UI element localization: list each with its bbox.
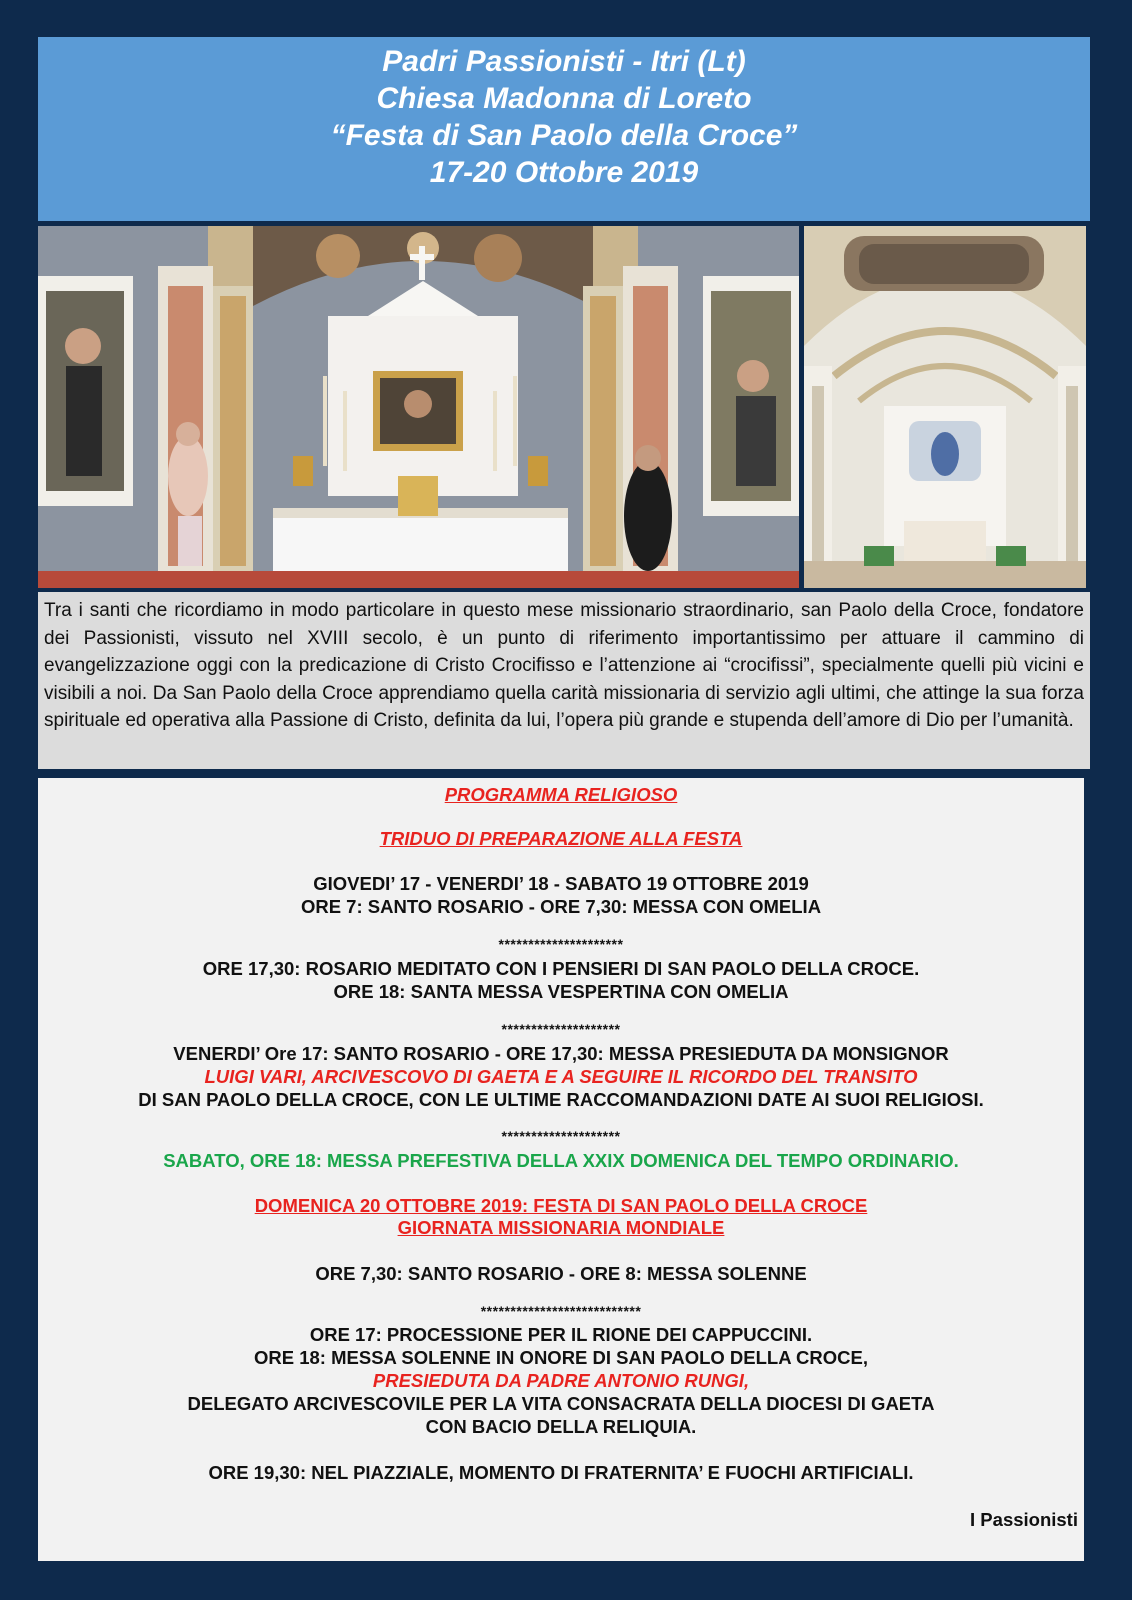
program-title: PROGRAMMA RELIGIOSO: [444, 784, 678, 805]
fraternity-fireworks: ORE 19,30: NEL PIAZZIALE, MOMENTO DI FRATERNITA’ E FUOCHI ARTIFICIALI.: [208, 1462, 914, 1483]
header-church: Chiesa Madonna di Loreto: [376, 82, 752, 115]
evening-rosary: ORE 17,30: ROSARIO MEDITATO CON I PENSIERI DI SAN PAOLO DELLA CROCE.: [202, 958, 920, 979]
triduo-morning-schedule: ORE 7: SANTO ROSARIO - ORE 7,30: MESSA CON OMELIA: [300, 896, 822, 917]
church-nave-photo: [804, 226, 1086, 588]
sunday-feast-subtitle: GIORNATA MISSIONARIA MONDIALE: [397, 1217, 725, 1238]
saturday-mass: SABATO, ORE 18: MESSA PREFESTIVA DELLA XXIX DOMENICA DEL TEMPO ORDINARIO.: [163, 1150, 959, 1171]
header-feast: “Festa di San Paolo della Croce”: [330, 119, 798, 152]
header-banner: [38, 37, 1090, 221]
altar-photo: [38, 226, 799, 588]
solemn-mass-presider: PRESIEDUTA DA PADRE ANTONIO RUNGI,: [372, 1370, 750, 1391]
signature: I Passionisti: [970, 1509, 1078, 1530]
triduo-heading: TRIDUO DI PREPARAZIONE ALLA FESTA: [379, 828, 743, 849]
friday-presider: LUIGI VARI, ARCIVESCOVO DI GAETA E A SEGUIRE IL RICORDO DEL TRANSITO: [204, 1066, 918, 1087]
separator: ********************: [501, 1128, 621, 1144]
header-dates: 17-20 Ottobre 2019: [429, 156, 699, 189]
sunday-morning-schedule: ORE 7,30: SANTO ROSARIO - ORE 8: MESSA SOLENNE: [315, 1263, 807, 1284]
separator: ********************: [501, 1021, 621, 1037]
triduo-days: GIOVEDI’ 17 - VENERDI’ 18 - SABATO 19 OTTOBRE 2019: [313, 873, 809, 894]
intro-paragraph: Tra i santi che ricordiamo in modo particolare in questo mese missionario straordinario, san Paolo della Croce, fondatore dei Passionisti, vissuto nel XVIII secolo, è un punto di riferimento importantissimo per attuare il cammino di evangelizzazione oggi con la predicazione di Cristo Crocifisso e l’attenzione ai “crocifissi”, specialmente quelli più vicini e visibili a noi. Da San Paolo della Croce apprendiamo quella carità missionaria di servizio agli ultimi, che attinge la sua forza spirituale ed operativa alla Passione di Cristo, definita da lui, l’opera più grande e stupenda dell’amore di Dio per l’umanità.: [38, 592, 1090, 769]
solemn-mass: ORE 18: MESSA SOLENNE IN ONORE DI SAN PAOLO DELLA CROCE,: [254, 1347, 868, 1368]
presider-role: DELEGATO ARCIVESCOVILE PER LA VITA CONSACRATA DELLA DIOCESI DI GAETA: [187, 1393, 935, 1414]
religious-program: [38, 778, 1084, 1561]
friday-transit: DI SAN PAOLO DELLA CROCE, CON LE ULTIME RACCOMANDAZIONI DATE AI SUOI RELIGIOSI.: [138, 1089, 984, 1110]
sunday-feast-title: DOMENICA 20 OTTOBRE 2019: FESTA DI SAN PAOLO DELLA CROCE: [254, 1195, 868, 1216]
evening-mass: ORE 18: SANTA MESSA VESPERTINA CON OMELIA: [333, 981, 789, 1002]
separator: ***************************: [480, 1303, 642, 1319]
separator: *********************: [498, 936, 624, 952]
header-title: Padri Passionisti - Itri (Lt): [382, 45, 746, 78]
friday-schedule: VENERDI’ Ore 17: SANTO ROSARIO - ORE 17,30: MESSA PRESIEDUTA DA MONSIGNOR: [173, 1043, 949, 1064]
procession: ORE 17: PROCESSIONE PER IL RIONE DEI CAPPUCCINI.: [309, 1324, 813, 1345]
relic-kiss: CON BACIO DELLA RELIQUIA.: [425, 1416, 697, 1437]
